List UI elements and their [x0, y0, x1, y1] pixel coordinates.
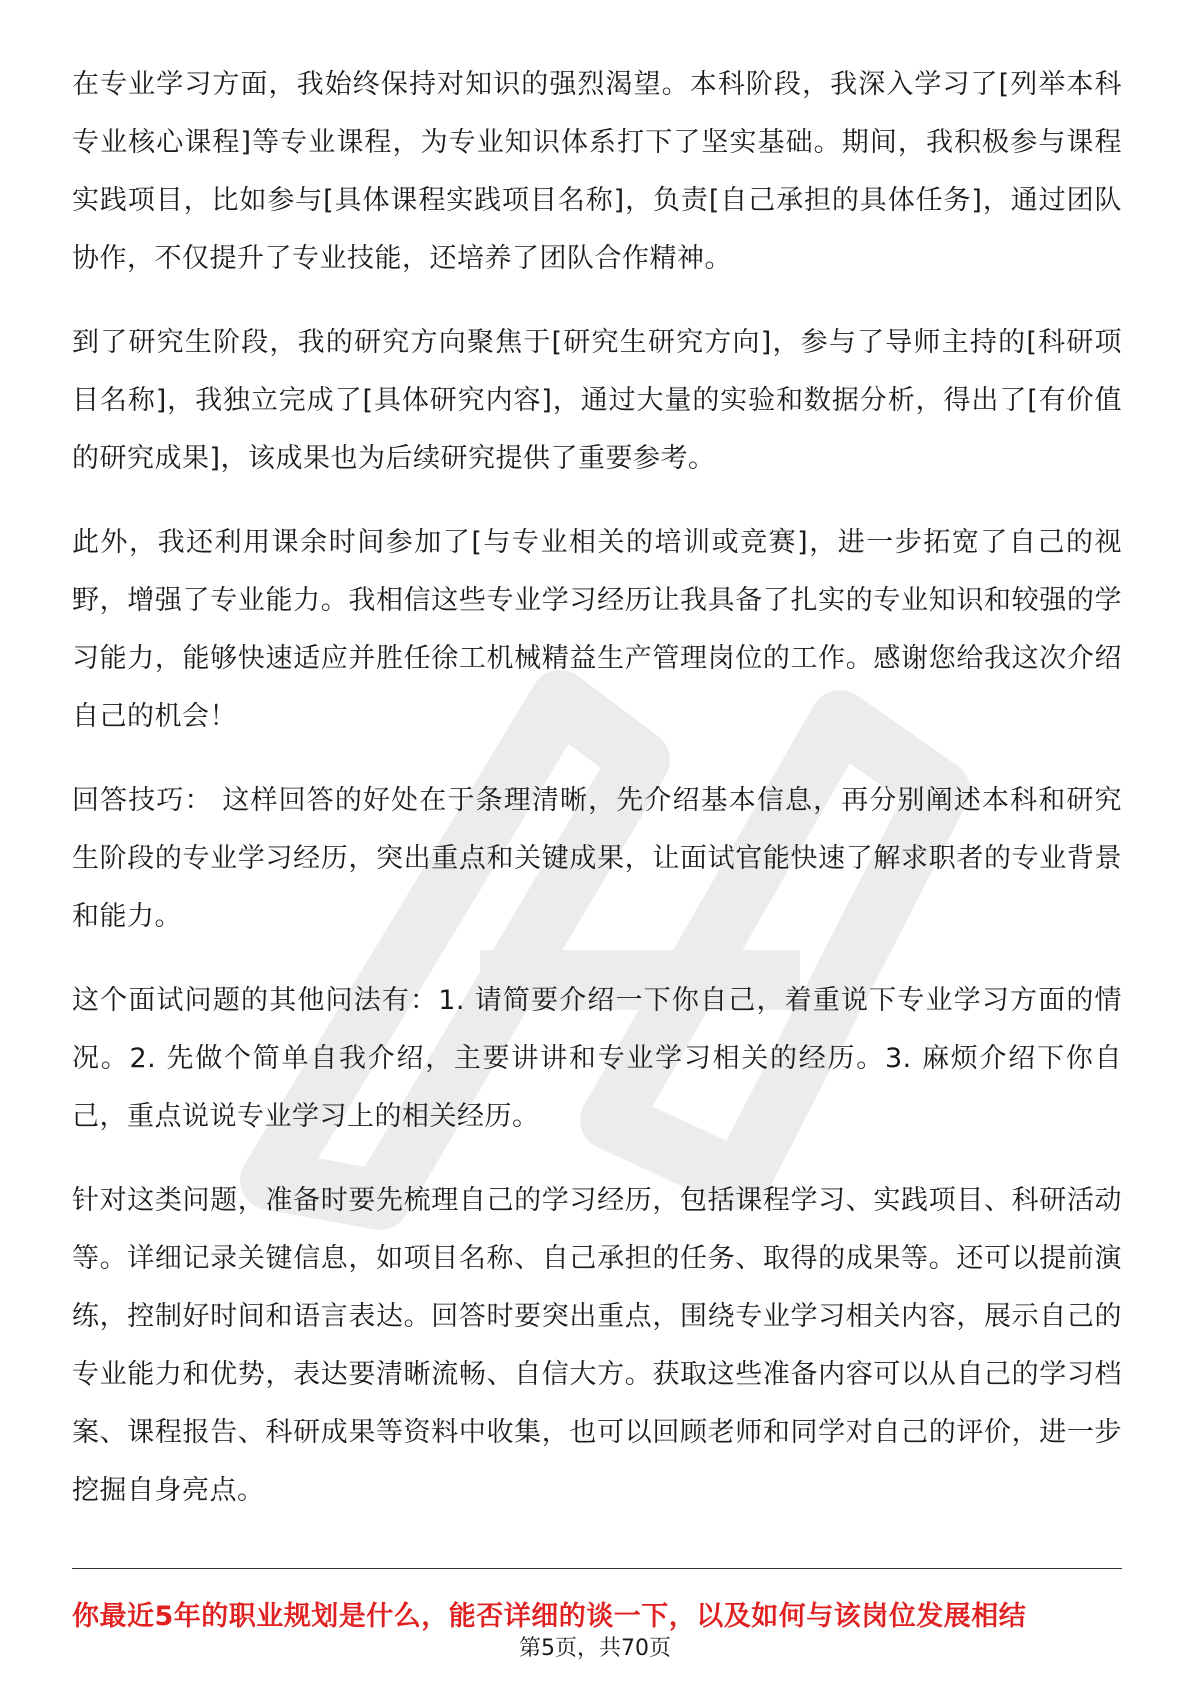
section-divider: [72, 1568, 1122, 1569]
paragraph-professional-study: 在专业学习方面，我始终保持对知识的强烈渴望。本科阶段，我深入学习了[列举本科专业核心课程]等专业课程，为专业知识体系打下了坚实基础。期间，我积极参与课程实践项目，比如参与[具体课程实践项目名称]，负责[自己承担的具体任务]，通过团队协作，不仅提升了专业技能，还培养了团队合作精神。: [72, 69, 1122, 274]
document-body: [72, 56, 1122, 1546]
paragraph-preparation-advice: 针对这类问题，准备时要先梳理自己的学习经历，包括课程学习、实践项目、科研活动等。详细记录关键信息，如项目名称、自己承担的任务、取得的成果等。还可以提前演练，控制好时间和语言表达。回答时要突出重点，围绕专业学习相关内容，展示自己的专业能力和优势，表达要清晰流畅、自信大方。获取这些准备内容可以从自己的学习档案、课程报告、科研成果等资料中收集，也可以回顾老师和同学对自己的评价，进一步挖掘自身亮点。: [72, 1185, 1122, 1506]
paragraph-graduate-research: 到了研究生阶段，我的研究方向聚焦于[研究生研究方向]，参与了导师主持的[科研项目名称]，我独立完成了[具体研究内容]，通过大量的实验和数据分析，得出了[有价值的研究成果]，该成果也为后续研究提供了重要参考。: [72, 327, 1122, 474]
paragraph-answer-tips: 回答技巧： 这样回答的好处在于条理清晰，先介绍基本信息，再分别阐述本科和研究生阶段的专业学习经历，突出重点和关键成果，让面试官能快速了解求职者的专业背景和能力。: [72, 785, 1122, 932]
paragraph-extra-activities: 此外，我还利用课余时间参加了[与专业相关的培训或竞赛]，进一步拓宽了自己的视野，增强了专业能力。我相信这些专业学习经历让我具备了扎实的专业知识和较强的学习能力，能够快速适应并胜任徐工机械精益生产管理岗位的工作。感谢您给我这次介绍自己的机会！: [72, 527, 1122, 732]
next-question-heading: 你最近5年的职业规划是什么，能否详细的谈一下，以及如何与该岗位发展相结: [72, 1601, 1027, 1632]
paragraph-alternative-questions: 这个面试问题的其他问法有：1. 请简要介绍一下你自己，着重说下专业学习方面的情况。2. 先做个简单自我介绍，主要讲讲和专业学习相关的经历。3. 麻烦介绍下你自己，重点说说专业学习上的相关经历。: [72, 985, 1122, 1132]
page-number: 第5页，共70页: [519, 1636, 671, 1661]
